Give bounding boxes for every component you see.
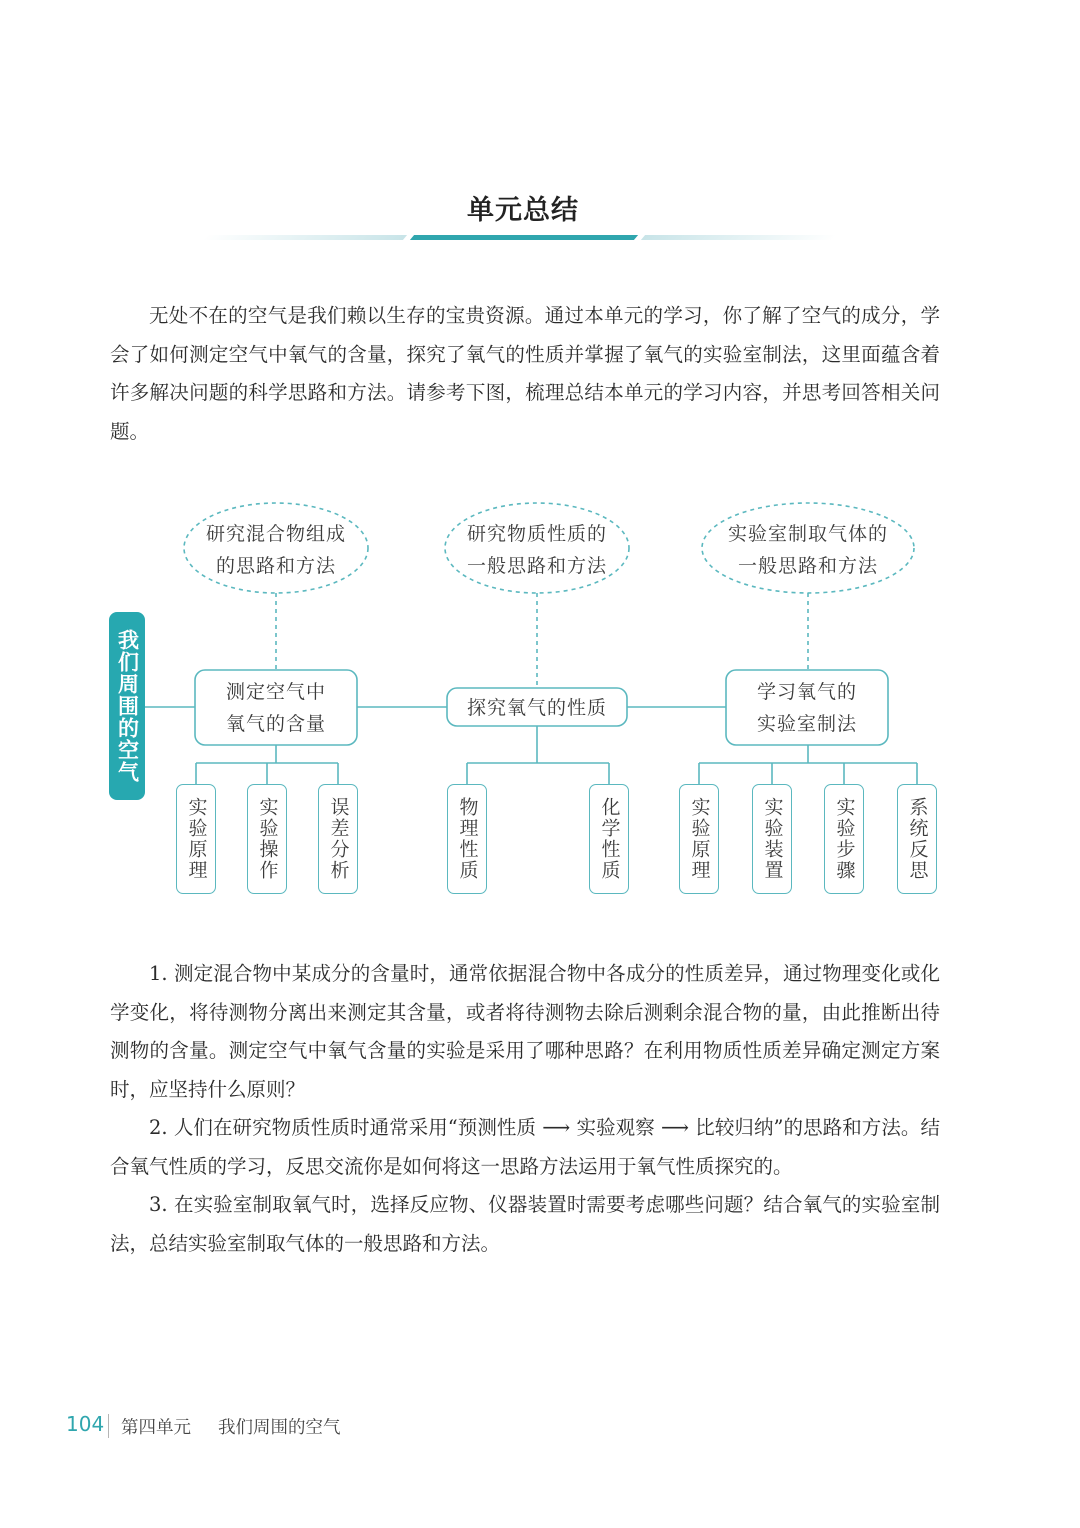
cloud-property-line2: 一般思路和方法	[466, 555, 608, 577]
footer-unit-title: 我们周围的空气	[218, 1418, 341, 1438]
topic-lab-prep-line2: 实验室制法	[756, 713, 858, 735]
leaf-physical-property: 物理性质	[447, 784, 487, 894]
cloud-mixture-line2: 的思路和方法	[215, 555, 337, 577]
leaf-error-analysis: 误差分析	[318, 784, 358, 894]
topic-oxygen-content-line1: 测定空气中	[225, 681, 327, 703]
footer-divider	[108, 1414, 109, 1438]
root-node	[109, 612, 145, 800]
topic-oxygen-content-line2: 氧气的含量	[225, 713, 327, 735]
cloud-property-line1: 研究物质性质的	[466, 523, 608, 545]
leaf-principle: 实验原理	[176, 784, 216, 894]
footer-chapter: 第四单元	[121, 1418, 191, 1438]
cloud-property-oval	[445, 503, 629, 593]
leaf-chemical-property: 化学性质	[589, 784, 629, 894]
cloud-lab-oval	[702, 503, 914, 593]
leaf-reflection: 系统反思	[897, 784, 937, 894]
root-label: 我们周围的空气	[115, 629, 140, 783]
topic-lab-prep-line1: 学习氧气的	[756, 681, 858, 703]
cloud-mixture-oval	[184, 503, 368, 593]
leaf-steps: 实验步骤	[824, 784, 864, 894]
cloud-lab-line2: 一般思路和方法	[737, 555, 879, 577]
cloud-mixture-line1: 研究混合物组成	[205, 523, 347, 545]
question-3: 3. 在实验室制取氧气时，选择反应物、仪器装置时需要考虑哪些问题？结合氧气的实验室制法，总结实验室制取气体的一般思路和方法。	[110, 1193, 940, 1255]
question-2: 2. 人们在研究物质性质时通常采用“预测性质 ⟶ 实验观察 ⟶ 比较归纳”的思路和方法。结合氧气性质的学习，反思交流你是如何将这一思路方法运用于氧气性质探究的。	[110, 1116, 940, 1178]
cloud-lab-line1: 实验室制取气体的	[727, 523, 889, 545]
page-title: 单元总结	[467, 195, 579, 226]
topic-oxygen-property-label: 探究氧气的性质	[466, 697, 608, 719]
question-1: 1. 测定混合物中某成分的含量时，通常依据混合物中各成分的性质差异，通过物理变化或化学变化，将待测物分离出来测定其含量，或者将待测物去除后测剩余混合物的量，由此推断出待测物的含量。测定空气中氧气含量的实验是采用了哪种思路？在利用物质性质差异确定测定方案时，应坚持什么原则？	[110, 962, 940, 1101]
leaf-lab-principle: 实验原理	[679, 784, 719, 894]
leaf-apparatus: 实验装置	[752, 784, 792, 894]
leaf-operation: 实验操作	[247, 784, 287, 894]
page-number: 104	[66, 1412, 105, 1436]
intro-paragraph: 无处不在的空气是我们赖以生存的宝贵资源。通过本单元的学习，你了解了空气的成分，学会了如何测定空气中氧气的含量，探究了氧气的性质并掌握了氧气的实验室制法，这里面蕴含着许多解决问题的科学思路和方法。请参考下图，梳理总结本单元的学习内容，并思考回答相关问题。	[110, 304, 940, 443]
